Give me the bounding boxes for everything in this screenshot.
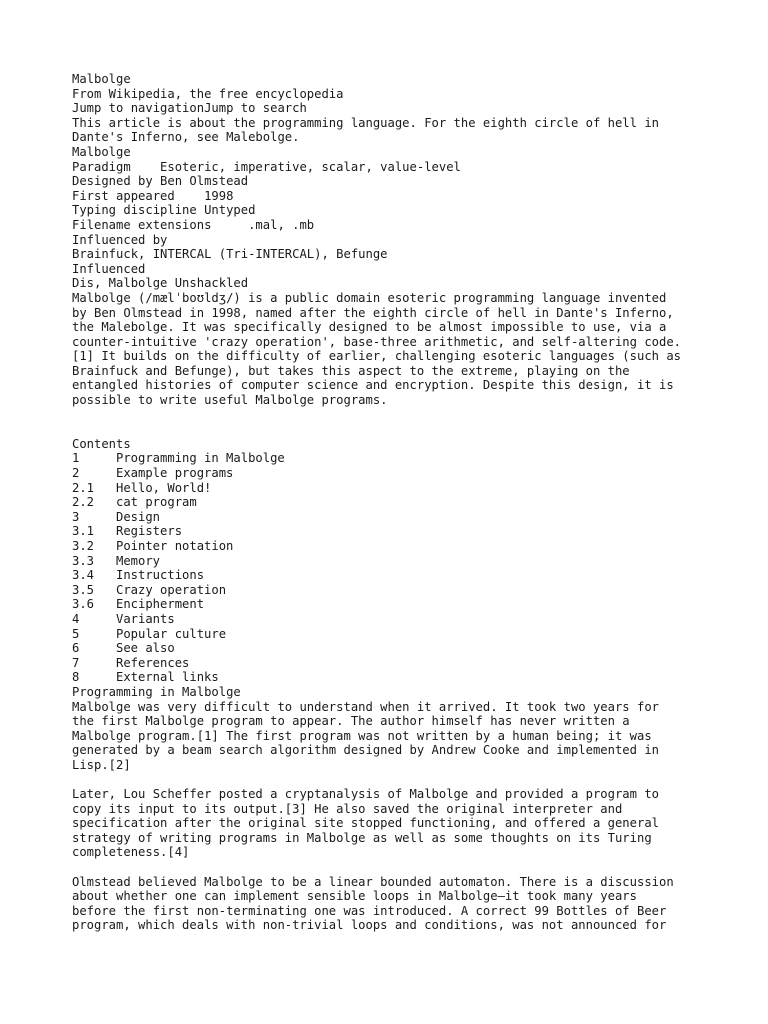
toc-item-number: 3.5 (72, 582, 95, 597)
infobox-row-paradigm: Paradigm Esoteric, imperative, scalar, value-level (72, 159, 461, 174)
hatnote-line: Dante's Inferno, see Malebolge. (72, 130, 300, 145)
toc-item-title[interactable]: Variants (116, 611, 175, 626)
paragraph-line: Lisp.[2] (72, 757, 131, 772)
toc-item-number: 2 (72, 466, 80, 481)
source-line: From Wikipedia, the free encyclopedia (72, 86, 344, 101)
infobox-row-influenced-by: Brainfuck, INTERCAL (Tri-INTERCAL), Befunge (72, 247, 388, 262)
paragraph-line: copy its input to its output.[3] He also saved the original interpreter and (72, 801, 623, 816)
toc-item-title[interactable]: Pointer notation (116, 539, 234, 553)
toc-item[interactable] (72, 451, 712, 466)
toc-item[interactable] (72, 481, 712, 496)
paragraph-line: Later, Lou Scheffer posted a cryptanalysis of Malbolge and provided a program to (72, 787, 659, 802)
toc-item[interactable] (72, 510, 712, 525)
table-of-contents (72, 451, 712, 685)
toc-item[interactable] (72, 568, 712, 583)
intro-line: the Malebolge. It was specifically designed to be almost impossible to use, via a (72, 320, 667, 335)
toc-item-number: 7 (72, 655, 80, 670)
toc-item-number: 5 (72, 626, 80, 641)
toc-item-title[interactable]: References (116, 655, 190, 670)
toc-item[interactable] (72, 670, 712, 685)
toc-item-number: 8 (72, 670, 80, 685)
toc-item-title[interactable]: Crazy operation (116, 582, 227, 597)
toc-item-title[interactable]: See also (116, 641, 175, 656)
toc-item-title[interactable]: Programming in Malbolge (116, 451, 285, 466)
toc-item-title[interactable]: Registers (116, 524, 183, 539)
paragraph-line: completeness.[4] (72, 845, 190, 860)
toc-item-title[interactable]: External links (116, 670, 219, 685)
paragraph-line: Malbolge was very difficult to understand when it arrived. It took two years for (72, 699, 659, 714)
section-heading: Programming in Malbolge (72, 684, 241, 699)
intro-line: counter-intuitive 'crazy operation', base-three arithmetic, and self-altering code. (72, 334, 682, 349)
paragraph-line: about whether one can implement sensible loops in Malbolge—it took many years (72, 889, 637, 904)
paragraph-line: strategy of writing programs in Malbolge as well as some thoughts on its Turing (72, 830, 652, 845)
toc-item-number: 3.1 (72, 524, 95, 539)
toc-item[interactable] (72, 656, 712, 671)
toc-item[interactable] (72, 627, 712, 642)
paragraph-line: before the first non-terminating one was introduced. A correct 99 Bottles of Beer (72, 903, 667, 918)
spacer (72, 408, 712, 423)
toc-item-number: 3 (72, 509, 80, 524)
toc-item-number: 3.3 (72, 553, 95, 568)
paragraph-line: specification after the original site stopped functioning, and offered a general (72, 816, 659, 831)
toc-item[interactable] (72, 583, 712, 598)
toc-item-number: 4 (72, 611, 80, 626)
infobox-row-extensions: Filename extensions .mal, .mb (72, 217, 315, 232)
spacer (72, 773, 712, 788)
infobox-row-influenced-by-label: Influenced by (72, 232, 168, 247)
contents-heading: Contents (72, 436, 131, 451)
article-text (72, 72, 712, 933)
paragraph-line: the first Malbolge program to appear. The author himself has never written a (72, 714, 630, 729)
paragraph-line: program, which deals with non-trivial loops and conditions, was not announced for (72, 918, 667, 933)
intro-line: possible to write useful Malbolge programs. (72, 393, 388, 408)
toc-item-number: 3.6 (72, 597, 95, 612)
toc-item[interactable] (72, 495, 712, 510)
toc-item[interactable] (72, 539, 712, 554)
infobox-row-influenced: Dis, Malbolge Unshackled (72, 276, 249, 291)
spacer (72, 422, 712, 437)
toc-item-title[interactable]: Example programs (116, 466, 234, 481)
toc-item-number: 6 (72, 641, 80, 656)
paragraph-line: generated by a beam search algorithm designed by Andrew Cooke and implemented in (72, 743, 659, 758)
toc-item-number: 1 (72, 451, 80, 466)
paragraph-line: Olmstead believed Malbolge to be a linear bounded automaton. There is a discussion (72, 874, 674, 889)
toc-item[interactable] (72, 597, 712, 612)
toc-item[interactable] (72, 641, 712, 656)
infobox-name: Malbolge (72, 144, 131, 159)
toc-item[interactable] (72, 554, 712, 569)
toc-item-title[interactable]: Memory (116, 553, 161, 568)
infobox-row-first-appeared: First appeared 1998 (72, 188, 234, 203)
toc-item-number: 3.2 (72, 539, 95, 553)
toc-item-title[interactable]: Hello, World! (116, 480, 212, 495)
intro-line: by Ben Olmstead in 1998, named after the eighth circle of hell in Dante's Inferno, (72, 305, 674, 320)
infobox-row-typing: Typing discipline Untyped (72, 203, 256, 218)
infobox-row-influenced-label: Influenced (72, 261, 146, 276)
spacer (72, 860, 712, 875)
toc-item-number: 2.1 (72, 480, 95, 495)
toc-item[interactable] (72, 612, 712, 627)
hatnote-line: This article is about the programming language. For the eighth circle of hell in (72, 115, 659, 130)
toc-item[interactable] (72, 466, 712, 481)
infobox-row-designer: Designed by Ben Olmstead (72, 174, 249, 189)
intro-line: entangled histories of computer science and encryption. Despite this design, it is (72, 378, 674, 393)
toc-item[interactable] (72, 524, 712, 539)
toc-item-title[interactable]: Design (116, 509, 161, 524)
article-title: Malbolge (72, 72, 131, 86)
toc-item-number: 2.2 (72, 495, 95, 510)
toc-item-title[interactable]: cat program (116, 495, 197, 510)
intro-line: Brainfuck and Befunge), but takes this aspect to the extreme, playing on the (72, 363, 630, 378)
jump-links[interactable]: Jump to navigationJump to search (72, 101, 307, 116)
paragraph-line: Malbolge program.[1] The first program was not written by a human being; it was (72, 728, 652, 743)
intro-line: Malbolge (/mælˈboʊldʒ/) is a public domain esoteric programming language invented (72, 290, 667, 305)
intro-line: [1] It builds on the difficulty of earlier, challenging esoteric languages (such as (72, 349, 682, 364)
toc-item-title[interactable]: Encipherment (116, 597, 205, 612)
toc-item-title[interactable]: Popular culture (116, 626, 227, 641)
toc-item-number: 3.4 (72, 568, 95, 583)
toc-item-title[interactable]: Instructions (116, 568, 205, 583)
